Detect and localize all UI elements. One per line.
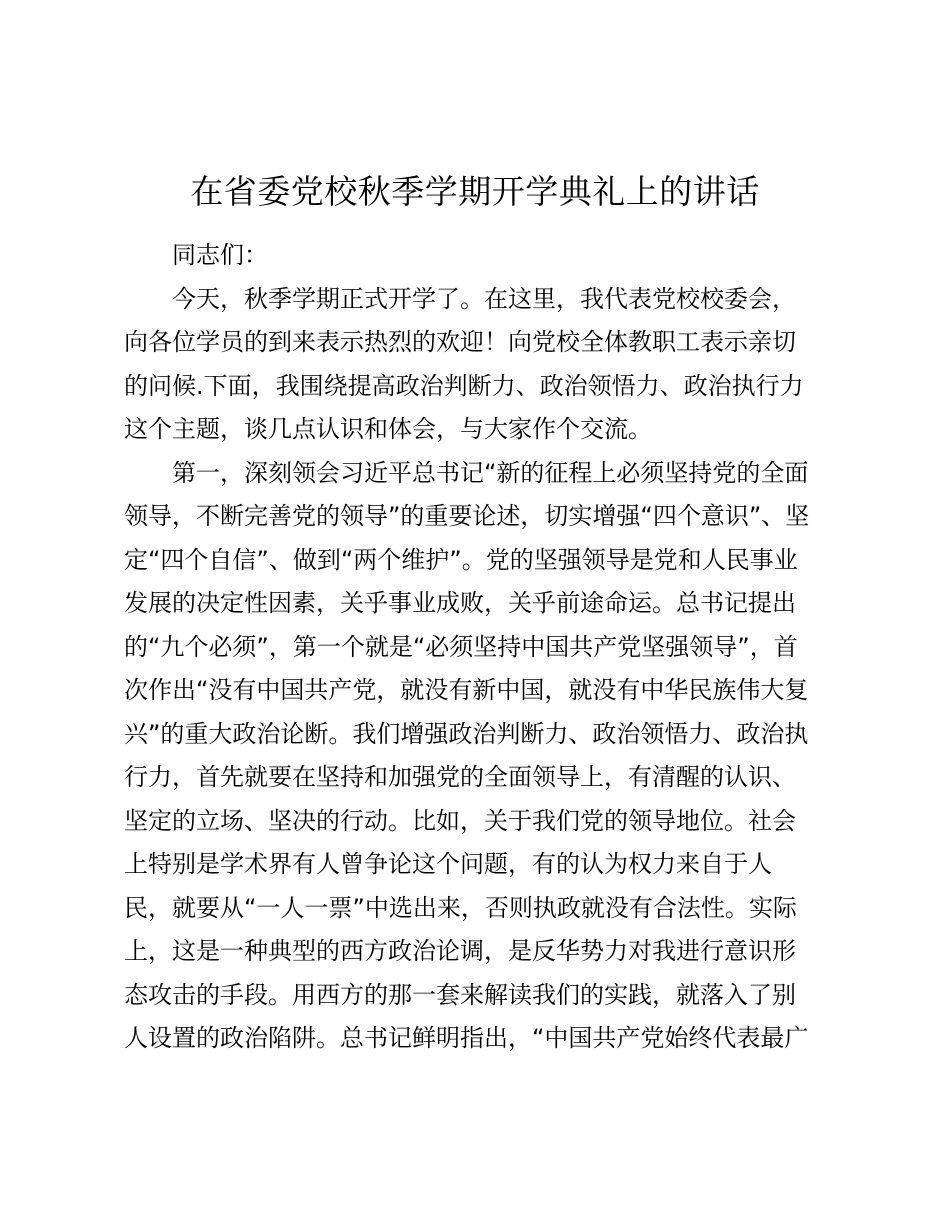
text-line: 向各位学员的到来表示热烈的欢迎！向党校全体教职工表示亲切 [124,328,796,356]
text-line: 领导，不断完善党的领导”的重要论述，切实增强“四个意识”、坚 [124,502,810,530]
text-line: 坚定的立场、坚决的行动。比如，关于我们党的领导地位。社会 [124,806,796,835]
text-line: 的问候.下面，我围绕提高政治判断力、政治领悟力、政治执行力 [124,371,804,400]
text-line: 同志们： [172,241,268,269]
text-line: 上，这是一种典型的西方政治论调，是反华势力对我进行意识形 [124,937,796,965]
text-line: 的“九个必须”，第一个就是“必须坚持中国共产党坚强领导”，首 [124,632,798,661]
text-line: 上特别是学术界有人曾争论这个问题，有的认为权力来自于人 [124,850,772,878]
text-line: 兴”的重大政治论断。我们增强政治判断力、政治领悟力、政治执 [124,719,809,748]
text-line: 民，就要从“一人一票”中选出来，否则执政就没有合法性。实际 [124,893,797,922]
document-body [124,234,836,1061]
text-line: 次作出“没有中国共产党，就没有新中国，就没有中华民族伟大复 [124,676,809,704]
text-line: 第一，深刻领会习近平总书记“新的征程上必须坚持党的全面 [172,458,809,487]
text-line: 发展的决定性因素，关乎事业成败，关乎前途命运。总书记提出 [124,589,796,617]
text-line: 行力，首先就要在坚持和加强党的全面领导上，有清醒的认识、 [124,763,796,791]
text-line: 定“四个自信”、做到“两个维护”。党的坚强领导是党和人民事业 [124,545,798,574]
text-line: 人设置的政治陷阱。总书记鲜明指出，“中国共产党始终代表最广 [124,1024,809,1052]
text-line: 今天，秋季学期正式开学了。在这里，我代表党校校委会， [172,284,796,313]
text-line: 这个主题，谈几点认识和体会，与大家作个交流。 [124,415,652,443]
text-line: 态攻击的手段。用西方的那一套来解读我们的实践，就落入了别 [124,980,796,1009]
document-title: 在省委党校秋季学期开学典礼上的讲话 [190,172,760,211]
